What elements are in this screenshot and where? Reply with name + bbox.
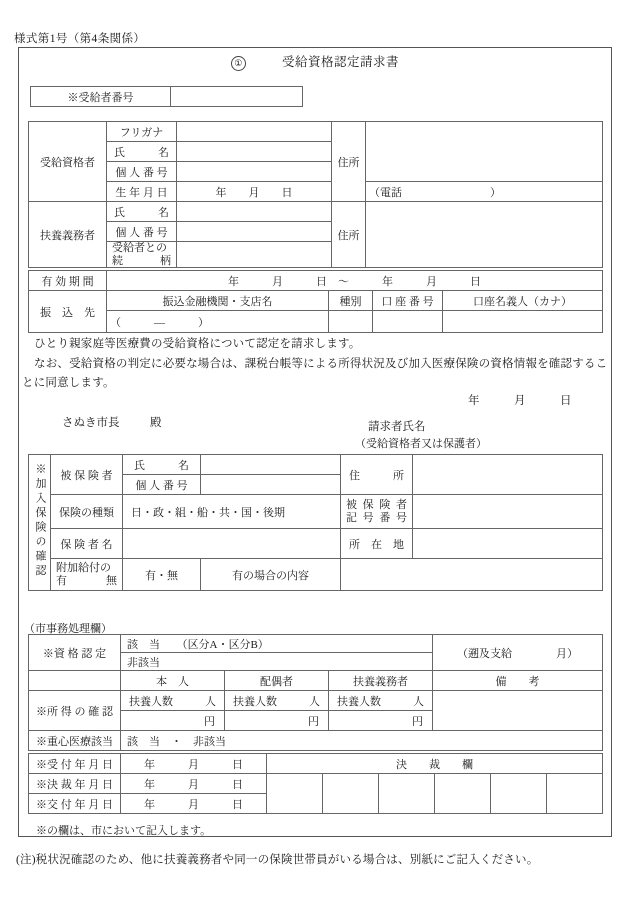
insured-mynumber-label: 個 人 番 号 — [123, 475, 201, 495]
insured-address-input[interactable] — [413, 455, 603, 495]
asterisk-note: ※の欄は、市において記入します。 — [36, 825, 212, 837]
dependent-label: 扶養義務者 — [29, 202, 107, 268]
dependents-unit-spouse: 人 — [309, 695, 320, 708]
qualified-address-label: 住所 — [332, 122, 366, 202]
retroactive-payment-input[interactable]: （遡及支給 月） — [433, 635, 603, 671]
dependents-unit-self: 人 — [205, 695, 216, 708]
qualified-name-label: 氏 名 — [107, 142, 177, 162]
dependents-label-spouse: 扶養人数 — [233, 695, 277, 708]
birthdate-label: 生 年 月 日 — [107, 182, 177, 202]
approval-box[interactable] — [547, 774, 603, 814]
recipient-number-label: ※受給者番号 — [31, 87, 171, 107]
bank-name-header: 振込金融機関・支店名 — [107, 291, 329, 311]
qualified-mynumber-input[interactable] — [177, 162, 332, 182]
table-row — [29, 731, 603, 751]
dependent-name-input[interactable] — [177, 202, 332, 222]
insured-name-input[interactable] — [201, 455, 341, 475]
valid-period-label: 有 効 期 間 — [29, 271, 107, 291]
qualified-phone-input[interactable]: （電話 ） — [366, 182, 603, 202]
insured-address-label: 住 所 — [341, 455, 413, 495]
reception-date-label: ※受 付 年 月 日 — [29, 754, 121, 774]
account-type-header: 種別 — [329, 291, 373, 311]
signature-date[interactable]: 年 月 日 — [468, 395, 572, 407]
table-row — [29, 122, 603, 142]
dependents-count-dependent[interactable] — [329, 691, 433, 711]
income-column-spouse: 配偶者 — [225, 671, 329, 691]
insurance-vertical-label: ※加入保険の確認 — [29, 455, 51, 591]
addressee-honorific: 殿 — [150, 417, 162, 429]
approval-table — [28, 753, 603, 814]
qualified-address-input[interactable] — [366, 122, 603, 182]
form-title-row — [18, 52, 612, 71]
form-number: 様式第1号（第4条関係） — [14, 33, 146, 45]
table-row — [29, 202, 603, 222]
recipient-number-input[interactable] — [171, 87, 303, 107]
additional-benefit-label: 附加給付の 有 無 — [51, 559, 123, 591]
qualified-name-input[interactable] — [177, 142, 332, 162]
city-processing-table — [28, 634, 603, 751]
account-number-header: 口 座 番 号 — [373, 291, 443, 311]
insurance-type-options[interactable]: 日・政・組・船・共・国・後期 — [123, 495, 341, 529]
reception-date-input[interactable]: 年 月 日 — [121, 754, 267, 774]
qualification-eligible-option[interactable]: 該 当 （区分A・区分B） — [121, 635, 433, 653]
table-row — [29, 559, 603, 591]
addressee: さぬき市長 — [62, 417, 120, 429]
additional-benefit-options[interactable]: 有・無 — [123, 559, 201, 591]
income-check-label: ※所 得 の 確 認 — [29, 691, 121, 731]
income-column-remarks: 備 考 — [433, 671, 603, 691]
table-row — [29, 311, 603, 333]
dependent-mynumber-input[interactable] — [177, 222, 332, 242]
income-amount-spouse[interactable]: 円 — [225, 711, 329, 731]
approval-box[interactable] — [491, 774, 547, 814]
table-row — [29, 774, 603, 794]
seal-icon: ① — [231, 56, 246, 71]
statement-line-3: とに同意します。 — [22, 377, 115, 389]
table-row — [29, 495, 603, 529]
insured-person-label: 被 保 険 者 — [51, 455, 123, 495]
table-row — [29, 691, 603, 711]
dependent-mynumber-label: 個 人 番 号 — [107, 222, 177, 242]
account-number-input[interactable] — [373, 311, 443, 333]
city-section-heading: （市事務処理欄） — [24, 623, 112, 635]
dependents-label-self: 扶養人数 — [129, 695, 173, 708]
statement-line-2: なお、受給資格の判定に必要な場合は、課税台帳等による所得状況及び加入医療保険の資格情報を確認するこ — [34, 358, 608, 370]
account-name-input[interactable] — [443, 311, 603, 333]
recipient-number-table — [30, 86, 303, 107]
dependents-unit-dependent: 人 — [413, 695, 424, 708]
table-row — [29, 455, 603, 475]
severe-medical-label: ※重心医療該当 — [29, 731, 121, 751]
insurer-name-label: 保 険 者 名 — [51, 529, 123, 559]
dependent-address-input[interactable] — [366, 202, 603, 268]
insurer-name-input[interactable] — [123, 529, 341, 559]
qualification-not-eligible-option[interactable]: 非該当 — [121, 653, 433, 671]
qualified-person-label: 受給資格者 — [29, 122, 107, 202]
income-column-dependent: 扶養義務者 — [329, 671, 433, 691]
table-row — [29, 529, 603, 559]
relationship-input[interactable] — [177, 242, 332, 268]
footnote: (注)税状況確認のため、他に扶養義務者や同一の保険世帯員がいる場合は、別紙にご記入ください。 — [16, 854, 539, 866]
decision-date-label: ※決 裁 年 月 日 — [29, 774, 121, 794]
account-name-header: 口座名義人（カナ） — [443, 291, 603, 311]
approval-column-header: 決 裁 欄 — [267, 754, 603, 774]
table-row — [31, 87, 303, 107]
additional-content-input[interactable] — [341, 559, 603, 591]
qualified-mynumber-label: 個 人 番 号 — [107, 162, 177, 182]
dependents-count-self[interactable] — [121, 691, 225, 711]
applicant-name-sublabel: （受給資格者又は保護者） — [355, 438, 487, 450]
table-row — [29, 671, 603, 691]
insurance-type-label: 保険の種類 — [51, 495, 123, 529]
dependents-count-spouse[interactable] — [225, 691, 329, 711]
table-row — [29, 182, 603, 202]
insured-symbol-input[interactable] — [413, 495, 603, 529]
severe-medical-options[interactable]: 該 当 ・ 非該当 — [121, 731, 603, 751]
qualification-label: ※資 格 認 定 — [29, 635, 121, 671]
dependent-address-label: 住所 — [332, 202, 366, 268]
table-row — [29, 635, 603, 653]
transfer-label: 振 込 先 — [29, 291, 107, 333]
issue-date-label: ※交 付 年 月 日 — [29, 794, 121, 814]
furigana-label: フリガナ — [107, 122, 177, 142]
insured-symbol-label: 被 保 険 者 記 号 番 号 — [341, 495, 413, 529]
approval-box[interactable] — [379, 774, 435, 814]
insured-name-label: 氏 名 — [123, 455, 201, 475]
valid-period-table — [28, 270, 603, 291]
income-column-self: 本 人 — [121, 671, 225, 691]
income-header-spacer — [29, 671, 121, 691]
approval-box[interactable] — [435, 774, 491, 814]
income-remarks-input[interactable] — [433, 691, 603, 731]
table-row — [29, 271, 603, 291]
additional-content-label: 有の場合の内容 — [201, 559, 341, 591]
insurer-location-label: 所 在 地 — [341, 529, 413, 559]
table-row — [29, 754, 603, 774]
applicant-table — [28, 121, 603, 268]
account-type-input[interactable] — [329, 311, 373, 333]
approval-box[interactable] — [267, 774, 323, 814]
furigana-input[interactable] — [177, 122, 332, 142]
page-title: 受給資格認定請求書 — [281, 55, 399, 69]
statement-line-1: ひとり親家庭等医療費の受給資格について認定を請求します。 — [34, 338, 361, 350]
decision-date-input[interactable]: 年 月 日 — [121, 774, 267, 794]
income-amount-self[interactable]: 円 — [121, 711, 225, 731]
insurer-location-input[interactable] — [413, 529, 603, 559]
insured-mynumber-input[interactable] — [201, 475, 341, 495]
approval-box[interactable] — [323, 774, 379, 814]
issue-date-input[interactable]: 年 月 日 — [121, 794, 267, 814]
birthdate-input[interactable]: 年 月 日 — [177, 182, 332, 202]
income-amount-dependent[interactable]: 円 — [329, 711, 433, 731]
table-row — [29, 291, 603, 311]
dependent-name-label: 氏 名 — [107, 202, 177, 222]
applicant-name-label: 請求者氏名 — [368, 421, 426, 433]
dependents-label-dependent: 扶養人数 — [337, 695, 381, 708]
valid-period-input[interactable]: 年 月 日 ～ 年 月 日 — [107, 271, 603, 291]
relationship-label: 受給者との 続 柄 — [107, 242, 177, 268]
insurance-table — [28, 454, 603, 591]
transfer-table — [28, 290, 603, 333]
bank-name-input[interactable]: （ ― ） — [107, 311, 329, 333]
